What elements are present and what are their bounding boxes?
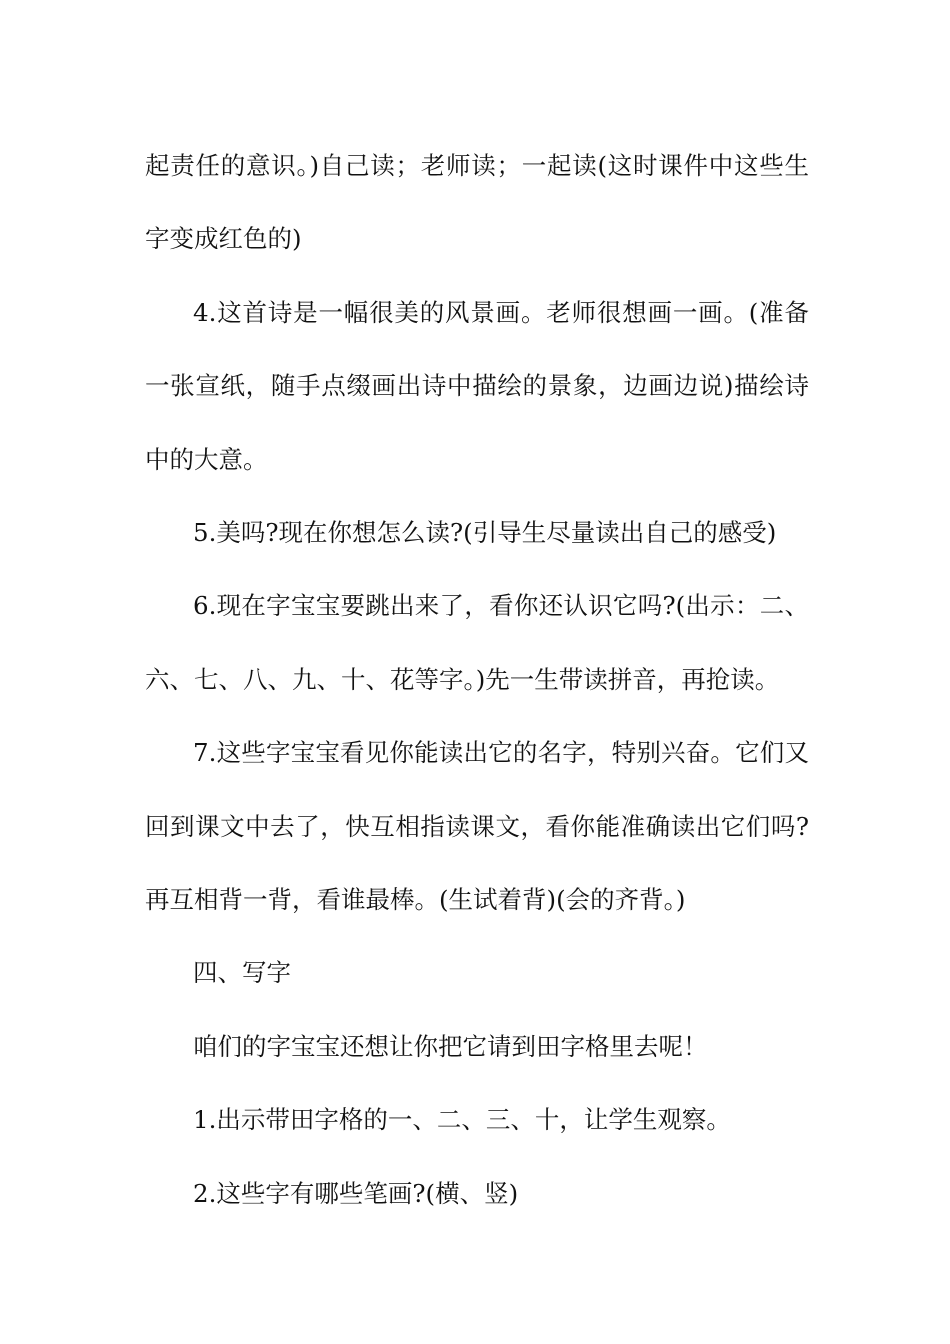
section-heading-writing: 四、写字 (193, 958, 291, 988)
paragraph-intro-writing: 咱们的字宝宝还想让你把它请到田字格里去呢！ (193, 1031, 708, 1061)
document-body (145, 129, 809, 1230)
paragraph-step-5: 5.美吗?现在你想怎么读?(引导生尽量读出自己的感受) (193, 518, 777, 548)
paragraph-continuation: 起责任的意识。)自己读；老师读；一起读(这时课件中这些生字变成红色的) (145, 151, 809, 254)
paragraph-writing-step-2: 2.这些字有哪些笔画?(横、竖) (193, 1178, 519, 1208)
paragraph-writing-step-1: 1.出示带田字格的一、二、三、十，让学生观察。 (193, 1105, 731, 1135)
paragraph-step-7: 7.这些字宝宝看见你能读出它的名字，特别兴奋。它们又回到课文中去了，快互相指读课文，看你能准确读出它们吗?再互相背一背，看谁最棒。(生试着背)(会的齐背。) (145, 738, 809, 915)
paragraph-step-6: 6.现在字宝宝要跳出来了，看你还认识它吗?(出示：二、六、七、八、九、十、花等字。)先一生带读拼音，再抢读。 (145, 591, 809, 694)
paragraph-step-4: 4.这首诗是一幅很美的风景画。老师很想画一画。(准备一张宣纸，随手点缀画出诗中描绘的景象，边画边说)描绘诗中的大意。 (145, 297, 809, 474)
